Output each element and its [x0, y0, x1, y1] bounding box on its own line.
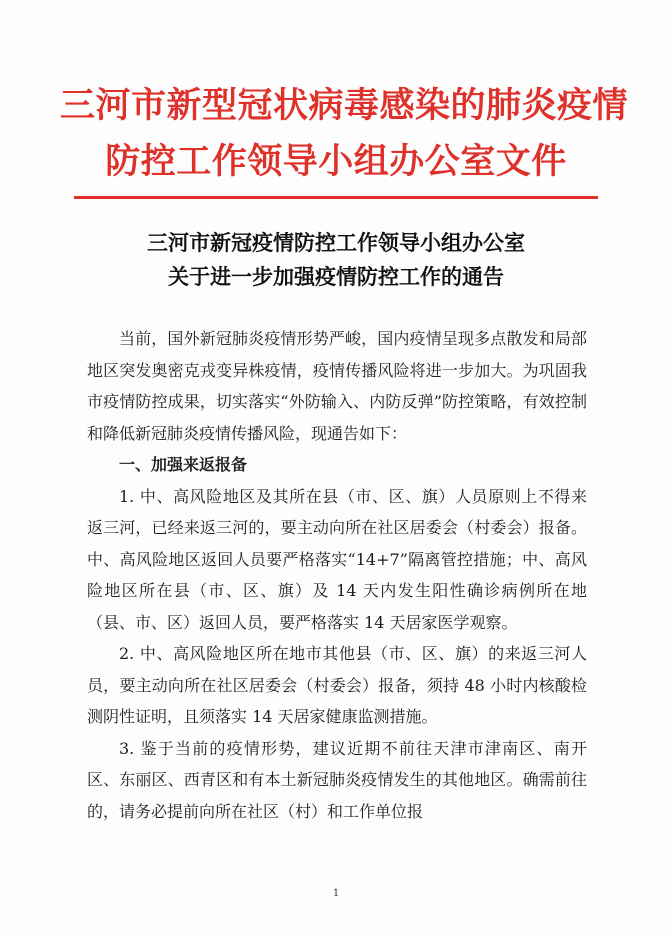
header-line-1: 三河市新型冠状病毒感染的肺炎疫情 — [60, 86, 629, 126]
page-number: 1 — [332, 888, 340, 899]
header-line-2: 防控工作领导小组办公室文件 — [105, 142, 567, 182]
intro-paragraph: 当前，国外新冠肺炎疫情形势严峻，国内疫情呈现多点散发和局部地区突发奥密克戎变异株疫情，疫情传播风险将进一步加大。为巩固我市疫情防控成果，切实落实“外防输入、内防反弹”防控策略，有效控制和降低新冠肺炎疫情传播风险，现通告如下： — [87, 329, 587, 443]
title-line-2: 关于进一步加强疫情防控工作的通告 — [168, 265, 504, 289]
header-divider — [74, 196, 598, 199]
item-paragraph-3: 3. 鉴于当前的疫情形势，建议近期不前往天津市津南区、南开区、东丽区、西青区和有本土新冠肺炎疫情发生的其他地区。确需前往的，请务必提前向所在社区（村）和工作单位报 — [87, 738, 587, 821]
item-paragraph-2: 2. 中、高风险地区所在地市其他县（市、区、旗）的来返三河人员，要主动向所在社区居委会（村委会）报备，须持 48 小时内核酸检测阴性证明，且须落实 14 天居家健康监测措施。 — [87, 644, 587, 726]
document-header — [60, 78, 629, 190]
notice-title — [60, 226, 612, 294]
item-paragraph-1: 1. 中、高风险地区及其所在县（市、区、旗）人员原则上不得来返三河，已经来返三河的，要主动向所在社区居委会（村委会）报备。中、高风险地区返回人员要严格落实“14+7”隔离管控措施；中、高风险地区所在县（市、区、旗）及 14 天内发生阳性确诊病例所在地（县、市、区）返回人员，要严格落实 14 天居家医学观察。 — [87, 486, 587, 632]
title-line-1: 三河市新冠疫情防控工作领导小组办公室 — [147, 231, 525, 255]
notice-body — [87, 323, 587, 827]
section-heading-1: 一、加强来返报备 — [119, 455, 248, 474]
